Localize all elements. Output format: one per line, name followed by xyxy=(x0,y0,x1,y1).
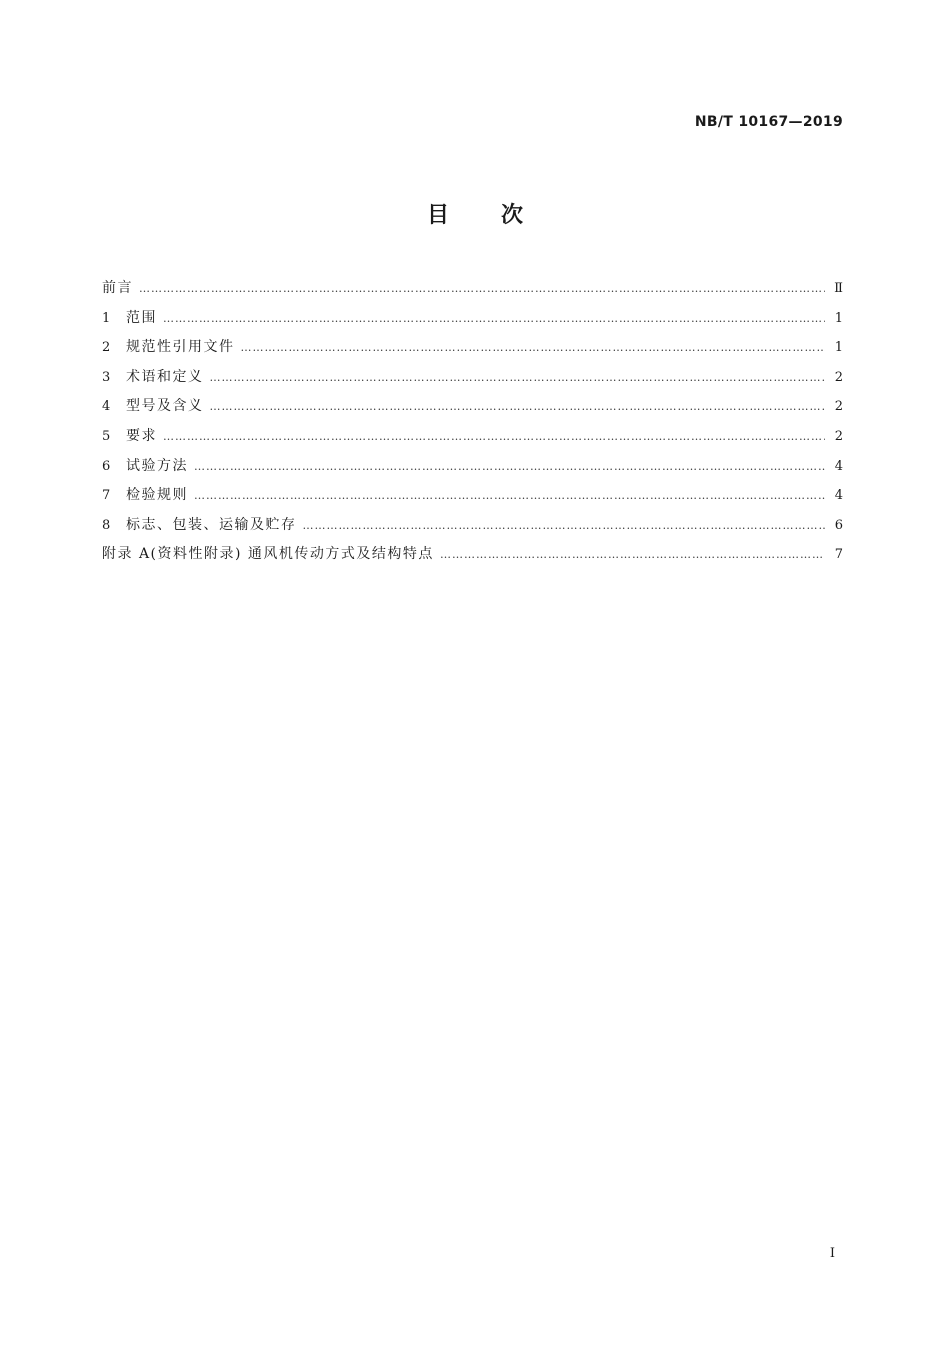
toc-entry-label: 术语和定义 xyxy=(126,368,204,385)
toc-entry-appendix-a[interactable] xyxy=(102,543,843,573)
toc-entry-number: 8 xyxy=(102,517,111,533)
toc-entry-page: 1 xyxy=(834,340,843,356)
toc-entry-label: 要求 xyxy=(126,427,157,444)
toc-leader-dots xyxy=(210,400,826,413)
toc-leader-dots xyxy=(303,519,826,532)
standard-code: NB/T 10167—2019 xyxy=(694,114,843,130)
toc-entry-normative-references[interactable] xyxy=(102,336,843,366)
toc-entry-number: 7 xyxy=(102,488,111,504)
toc-entry-number: 1 xyxy=(102,310,111,326)
toc-entry-test-methods[interactable] xyxy=(102,455,843,485)
toc-leader-dots xyxy=(440,548,825,561)
toc-entry-label: 型号及含义 xyxy=(126,398,204,415)
toc-leader-dots xyxy=(163,430,825,443)
toc-entry-label: 前言 xyxy=(102,280,133,296)
toc-entry-page: 6 xyxy=(834,517,843,533)
page-title: 目次 xyxy=(426,203,575,228)
toc-leader-dots xyxy=(163,312,825,325)
toc-entry-page: 2 xyxy=(834,369,843,385)
toc-leader-dots xyxy=(139,282,825,295)
table-of-contents xyxy=(102,277,843,573)
toc-leader-dots xyxy=(210,371,826,384)
page-number: I xyxy=(829,1246,835,1261)
toc-entry-number: 6 xyxy=(102,458,111,474)
toc-entry-label: 附录 A(资料性附录) 通风机传动方式及结构特点 xyxy=(102,546,434,563)
toc-entry-terms-definitions[interactable] xyxy=(102,366,843,396)
toc-entry-preface[interactable] xyxy=(102,277,843,307)
toc-entry-requirements[interactable] xyxy=(102,425,843,455)
toc-entry-page: 4 xyxy=(834,488,843,504)
toc-leader-dots xyxy=(194,460,825,473)
toc-entry-number: 3 xyxy=(102,369,111,385)
toc-entry-page: 1 xyxy=(834,310,843,326)
toc-leader-dots xyxy=(241,341,826,354)
toc-entry-number: 4 xyxy=(102,399,111,415)
toc-entry-page: Ⅱ xyxy=(834,281,843,296)
toc-entry-scope[interactable] xyxy=(102,307,843,337)
toc-entry-inspection-rules[interactable] xyxy=(102,484,843,514)
toc-entry-page: 2 xyxy=(834,428,843,444)
toc-entry-label: 规范性引用文件 xyxy=(126,339,235,356)
toc-entry-page: 4 xyxy=(834,458,843,474)
toc-entry-page: 2 xyxy=(834,399,843,415)
toc-entry-label: 试验方法 xyxy=(126,457,188,474)
toc-entry-marking-packaging[interactable] xyxy=(102,514,843,544)
toc-leader-dots xyxy=(194,489,825,502)
toc-entry-label: 范围 xyxy=(126,309,157,326)
toc-entry-page: 7 xyxy=(834,547,843,563)
toc-entry-model-meaning[interactable] xyxy=(102,395,843,425)
toc-entry-label: 标志、包装、运输及贮存 xyxy=(126,516,297,533)
toc-entry-number: 5 xyxy=(102,428,111,444)
toc-entry-number: 2 xyxy=(102,340,111,356)
toc-entry-label: 检验规则 xyxy=(126,487,188,504)
